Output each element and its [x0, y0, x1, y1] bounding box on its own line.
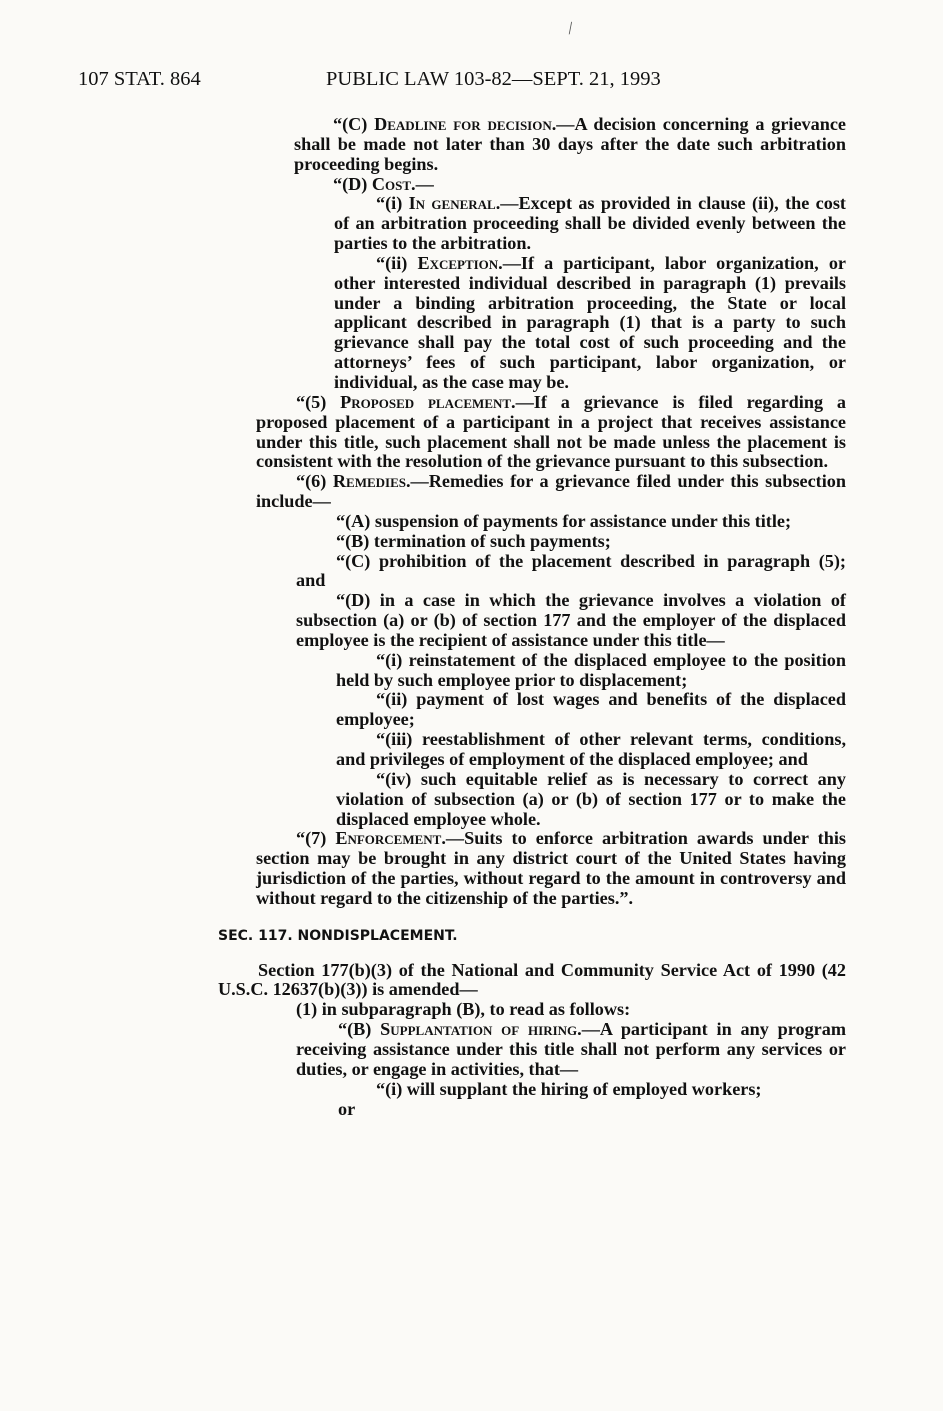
para-ii-exception: “(ii) Exception.—If a participant, labor organization, or other interested individual described in paragraph (1) prevails under a binding arbitration proceeding, the State or local applicant described in paragraph (1) that is a party to such grievance shall pay the total cost of such proceeding and the attorneys’ fees of such participant, labor organization, or individual, as the case may be. — [334, 252, 846, 392]
page-reference: 107 STAT. 864 — [78, 68, 201, 90]
page-header — [78, 68, 718, 94]
remedy-d-i: “(i) reinstatement of the displaced employee to the position held by such employee prior to displacement; — [336, 649, 846, 690]
margin-mark: / — [566, 17, 575, 39]
para-7-enforcement: “(7) Enforcement.—Suits to enforce arbitration awards under this section may be brought in any district court of the United States having jurisdiction of the parties, without regard to the amount in controversy and without regard to the citizenship of the parties.”. — [256, 828, 846, 908]
section-title: SEC. 117. NONDISPLACEMENT. — [218, 927, 458, 944]
remedy-a: “(A) suspension of payments for assistance under this title; — [336, 510, 792, 531]
remedy-d: “(D) in a case in which the grievance involves a violation of subsection (a) or (b) of section 177 and the employer of the displaced employee is the recipient of assistance under this title— — [296, 590, 846, 650]
amendment-1: (1) in subparagraph (B), to read as follows: — [296, 999, 631, 1020]
remedy-d-iv: “(iv) such equitable relief as is necessary to correct any violation of subsection (a) or (b) of section 177 or to make the displaced employee whole. — [336, 768, 846, 829]
remedy-b: “(B) termination of such payments; — [336, 530, 611, 551]
subpara-b-i: “(i) will supplant the hiring of employed workers; — [376, 1078, 762, 1099]
remedy-d-ii: “(ii) payment of lost wages and benefits of the displaced employee; — [336, 689, 846, 730]
law-title: PUBLIC LAW 103-82—SEPT. 21, 1993 — [326, 68, 661, 90]
para-6-remedies: “(6) Remedies.—Remedies for a grievance filed under this subsection include— — [256, 471, 846, 512]
subpara-b-supplantation: “(B) Supplantation of hiring.—A participant in any program receiving assistance under this title shall not perform any services or duties, or engage in activities, that— — [296, 1019, 846, 1079]
section-117-text: Section 177(b)(3) of the National and Community Service Act of 1990 (42 U.S.C. 12637(b)(3)) is amended— — [218, 959, 846, 1000]
para-c-deadline: “(C) Deadline for decision.—A decision concerning a grievance shall be made not later than 30 days after the date such arbitration proceeding begins. — [294, 114, 846, 174]
para-d-cost: “(D) Cost.— — [333, 173, 434, 194]
document-body — [218, 115, 846, 1119]
remedy-c: “(C) prohibition of the placement described in paragraph (5); and — [296, 550, 846, 591]
para-5-placement: “(5) Proposed placement.—If a grievance is filed regarding a proposed placement of a participant in a project that receives assistance under this title, such placement shall not be made unless the placement is consistent with the resolution of the grievance pursuant to this subsection. — [256, 391, 846, 472]
remedy-d-iii: “(iii) reestablishment of other relevant terms, conditions, and privileges of employment of the displaced employee; and — [336, 729, 846, 769]
para-i-general: “(i) In general.—Except as provided in clause (ii), the cost of an arbitration proceeding shall be divided evenly between the parties to the arbitration. — [334, 193, 846, 254]
conjunction-or: or — [338, 1098, 356, 1119]
